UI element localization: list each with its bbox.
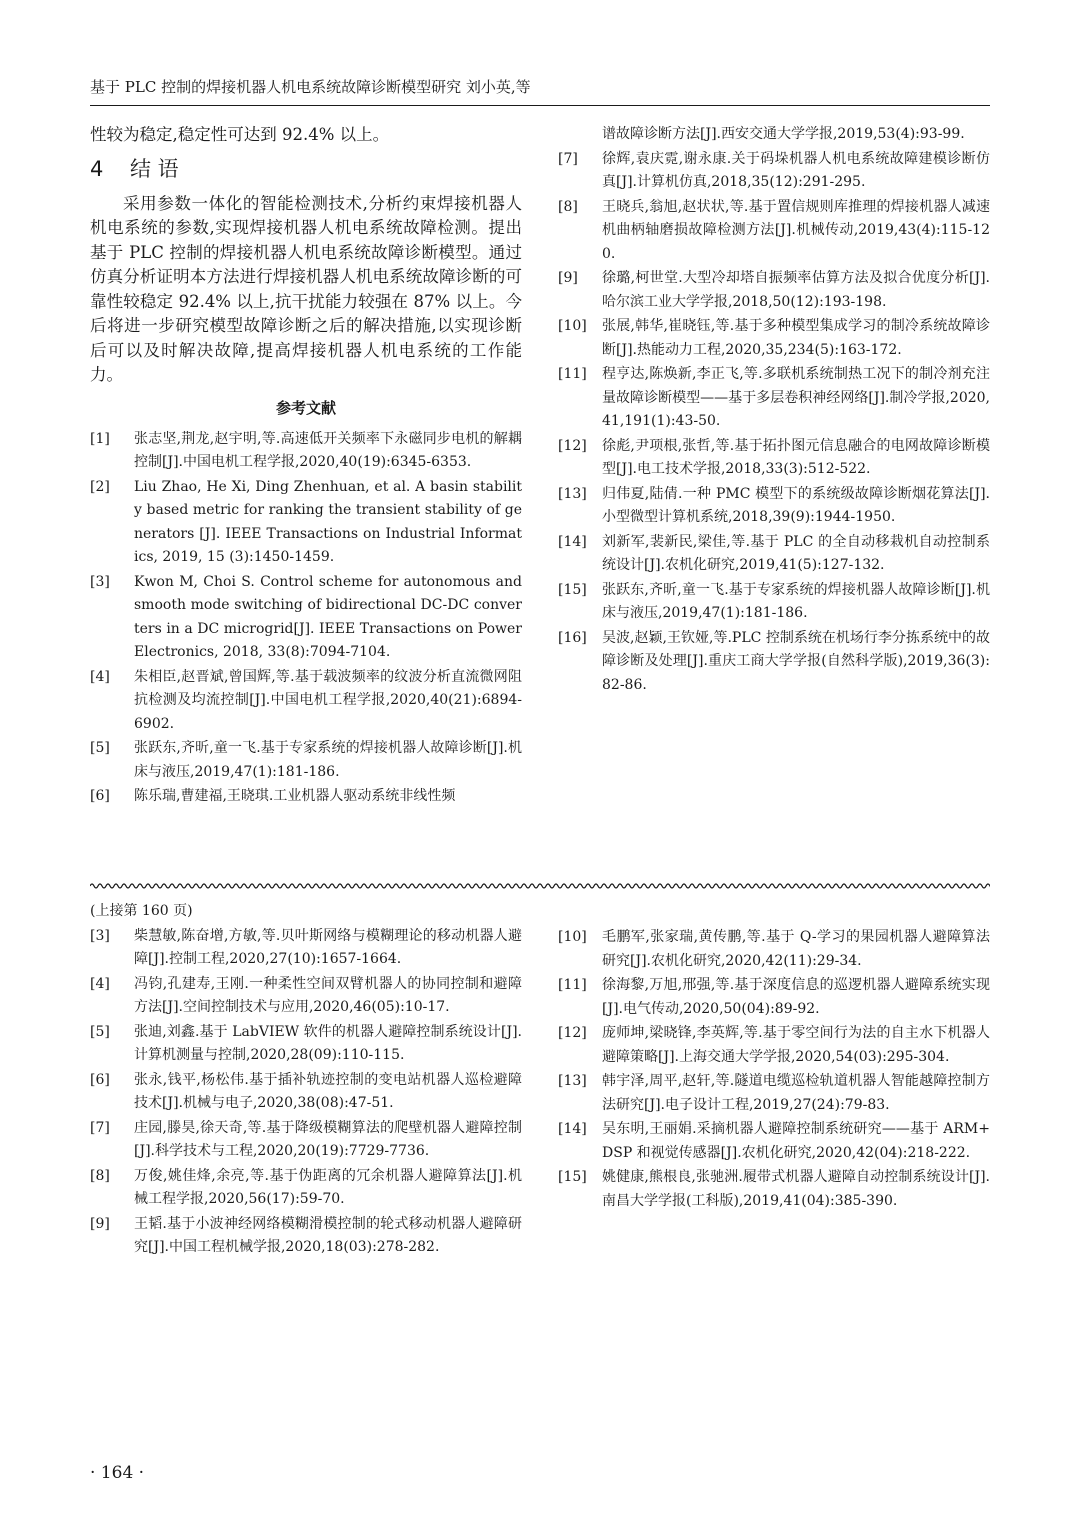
reference-item [558,315,990,362]
reference-text: Liu Zhao, He Xi, Ding Zhenhuan, et al. A basin stability based metric for ranking the transient stability of generators [J]. IEEE Transactions on Industrial Informatics, 2019, 15 (3):1450-1459. [134,478,522,565]
reference-number: [1] [90,430,110,447]
reference-text: 柴慧敏,陈奋增,方敏,等.贝叶斯网络与模糊理论的移动机器人避障[J].控制工程,2020,27(10):1657-1664. [134,927,522,967]
top-left-column [90,123,522,810]
reference-item [558,267,990,314]
continued-references-right [558,926,990,1213]
reference-text: 张展,韩华,崔晓钰,等.基于多种模型集成学习的制冷系统故障诊断[J].热能动力工程,2020,35,234(5):163-172. [602,318,990,358]
reference-number: [5] [90,740,110,756]
conclusion-paragraph: 采用参数一体化的智能检测技术,分析约束焊接机器人机电系统的参数,实现焊接机器人机电系统故障检测。提出基于 PLC 控制的焊接机器人机电系统故障诊断模型。通过仿真分析证明本方法进行焊接机器人机电系统故障诊断的可靠性较稳定 92.4% 以上,抗干扰能力较强在 87% 以上。今后将进一步研究模型故障诊断之后的解决措施,以实现诊断后可以及时解决故障,提高焊接机器人机电系统的工作能力。 [90,193,522,384]
reference-text: 姚健康,熊根良,张驰洲.履带式机器人避障自动控制系统设计[J].南昌大学学报(工科版),2019,41(04):385-390. [602,1169,990,1209]
reference-text: 徐彪,尹项根,张哲,等.基于拓扑图元信息融合的电网故障诊断模型[J].电工技术学报,2018,33(3):512-522. [602,437,990,477]
reference-item [558,1070,990,1117]
reference-number: [7] [90,1119,110,1136]
section-title: 结 语 [130,156,179,181]
reference-item [90,571,522,665]
reference-text: 庄园,滕昊,徐天奇,等.基于降级模糊算法的爬壁机器人避障控制[J].科学技术与工程,2020,20(19):7729-7736. [134,1119,522,1159]
reference-number: [6] [90,788,110,804]
reference-item [90,1117,522,1164]
running-header: 基于 PLC 控制的焊接机器人机电系统故障诊断模型研究 刘小英,等 [90,78,531,96]
reference-text: 张跃东,齐昕,童一飞.基于专家系统的焊接机器人故障诊断[J].机床与液压,2019,47(1):181-186. [602,581,990,621]
references-list-left [90,428,522,809]
wavy-separator [90,880,990,892]
continued-references-left [90,925,522,1260]
reference-item [558,926,990,973]
reference-text: 毛鹏军,张家瑞,黄传鹏,等.基于 Q-学习的果园机器人避障算法研究[J].农机化研究,2020,42(11):29-34. [602,929,990,969]
page-number: · 164 · [90,1463,145,1483]
reference-text: 归伟夏,陆倩.一种 PMC 模型下的系统级故障诊断烟花算法[J].小型微型计算机系统,2018,39(9):1944-1950. [602,485,990,525]
reference-text: 吴波,赵颖,王钦娅,等.PLC 控制系统在机场行李分拣系统中的故障诊断及处理[J].重庆工商大学学报(自然科学版),2019,36(3):82-86. [602,629,990,693]
reference-text: 徐辉,袁庆霓,谢永康.关于码垛机器人机电系统故障建模诊断仿真[J].计算机仿真,2018,35(12):291-295. [602,150,990,190]
reference-text: 张永,钱平,杨松伟.基于插补轨迹控制的变电站机器人巡检避障技术[J].机械与电子,2020,38(08):47-51. [134,1071,522,1111]
reference-text: 王晓兵,翁旭,赵状状,等.基于置信规则库推理的焊接机器人减速机曲柄轴磨损故障检测方法[J].机械传动,2019,43(4):115-120. [602,198,990,262]
bottom-left-column [90,900,522,1261]
reference-number: [9] [90,1215,110,1232]
reference-item [90,666,522,737]
reference-item [90,925,522,972]
reference-number: [12] [558,437,587,454]
reference-text: 刘新军,裴新民,梁佳,等.基于 PLC 的全自动移栽机自动控制系统设计[J].农机化研究,2019,41(5):127-132. [602,533,990,573]
reference-text: 徐海黎,万旭,邢强,等.基于深度信息的巡逻机器人避障系统实现[J].电气传动,2020,50(04):89-92. [602,977,990,1017]
reference-item [558,974,990,1021]
reference-item [558,1118,990,1165]
reference-text: 庞师坤,梁晓锋,李英辉,等.基于零空间行为法的自主水下机器人避障策略[J].上海交通大学学报,2020,54(03):295-304. [602,1025,990,1065]
reference-item [558,196,990,267]
reference-item [90,737,522,784]
reference-number: [14] [558,1121,587,1137]
reference-text: 徐璐,柯世堂.大型冷却塔自振频率估算方法及拟合优度分析[J].哈尔滨工业大学学报,2018,50(12):193-198. [602,270,990,310]
reference-continuation: 谱故障诊断方法[J].西安交通大学学报,2019,53(4):93-99. [602,126,965,142]
reference-number: [10] [558,318,587,334]
reference-number: [3] [90,927,110,944]
reference-number: [15] [558,581,587,598]
reference-item [558,483,990,530]
reference-item [90,476,522,570]
reference-item [90,1069,522,1116]
reference-number: [5] [90,1023,110,1040]
reference-number: [3] [90,573,110,590]
reference-item [90,973,522,1020]
reference-item [558,363,990,434]
reference-item [90,1213,522,1260]
reference-number: [4] [90,668,110,685]
carry-over-text: 性较为稳定,稳定性可达到 92.4% 以上。 [90,125,390,144]
reference-text: 王韬.基于小波神经网络模糊滑模控制的轮式移动机器人避障研究[J].中国工程机械学报,2020,18(03):278-282. [134,1215,522,1255]
references-title: 参考文献 [275,398,336,417]
reference-number: [9] [558,270,578,286]
reference-text: 张志坚,荆龙,赵宇明,等.高速低开关频率下永磁同步电机的解耦控制[J].中国电机工程学报,2020,40(19):6345-6353. [134,430,522,470]
reference-text: 张跃东,齐昕,童一飞.基于专家系统的焊接机器人故障诊断[J].机床与液压,2019,47(1):181-186. [134,740,522,780]
reference-text: 陈乐瑞,曹建福,王晓琪.工业机器人驱动系统非线性频 [134,788,456,804]
section-number: 4 [90,156,104,181]
reference-number: [15] [558,1169,587,1185]
reference-item [558,531,990,578]
reference-text: 韩宇泽,周平,赵轩,等.隧道电缆巡检轨道机器人智能越障控制方法研究[J].电子设计工程,2019,27(24):79-83. [602,1073,990,1113]
reference-item [558,1166,990,1213]
bottom-right-column [558,926,990,1214]
reference-number: [7] [558,150,578,167]
reference-item [558,1022,990,1069]
reference-item [558,627,990,698]
reference-text: Kwon M, Choi S. Control scheme for autonomous and smooth mode switching of bidirectional DC-DC converters in a DC microgrid[J]. IEEE Transactions on Power Electronics, 2018, 33(8):7094-7104. [134,573,522,660]
reference-item [90,1165,522,1212]
reference-item [558,579,990,626]
reference-text: 程亨达,陈焕新,李正飞,等.多联机系统制热工况下的制冷剂充注量故障诊断模型——基于多层卷积神经网络[J].制冷学报,2020,41,191(1):43-50. [602,366,990,429]
reference-text: 冯钧,孔建寿,王刚.一种柔性空间双臂机器人的协同控制和避障方法[J].空间控制技术与应用,2020,46(05):10-17. [134,975,522,1015]
reference-text: 万俊,姚佳烽,余亮,等.基于伪距离的冗余机器人避障算法[J].机械工程学报,2020,56(17):59-70. [134,1167,522,1207]
reference-number: [12] [558,1025,587,1041]
continued-note: (上接第 160 页) [90,903,193,919]
reference-number: [11] [558,366,587,382]
reference-item [90,785,522,809]
reference-number: [8] [90,1167,110,1184]
reference-number: [13] [558,485,587,502]
reference-number: [14] [558,533,587,550]
reference-number: [8] [558,198,578,215]
references-list-right [558,148,990,698]
reference-item [90,428,522,475]
reference-number: [2] [90,478,110,495]
top-right-column [558,123,990,698]
reference-number: [11] [558,977,587,993]
header-rule [90,105,990,106]
reference-item [558,435,990,482]
reference-number: [13] [558,1073,587,1089]
reference-item [558,148,990,195]
reference-number: [6] [90,1071,110,1088]
section-heading [90,152,522,186]
reference-number: [4] [90,975,110,992]
reference-text: 张迪,刘鑫.基于 LabVIEW 软件的机器人避障控制系统设计[J].计算机测量与控制,2020,28(09):110-115. [134,1023,522,1063]
reference-text: 吴东明,王丽娟.采摘机器人避障控制系统研究——基于 ARM+DSP 和视觉传感器[J].农机化研究,2020,42(04):218-222. [602,1121,990,1161]
reference-number: [10] [558,929,587,945]
reference-item [90,1021,522,1068]
reference-number: [16] [558,629,587,646]
reference-text: 朱相臣,赵晋斌,曾国辉,等.基于载波频率的纹波分析直流微网阻抗检测及均流控制[J].中国电机工程学报,2020,40(21):6894-6902. [134,668,522,732]
